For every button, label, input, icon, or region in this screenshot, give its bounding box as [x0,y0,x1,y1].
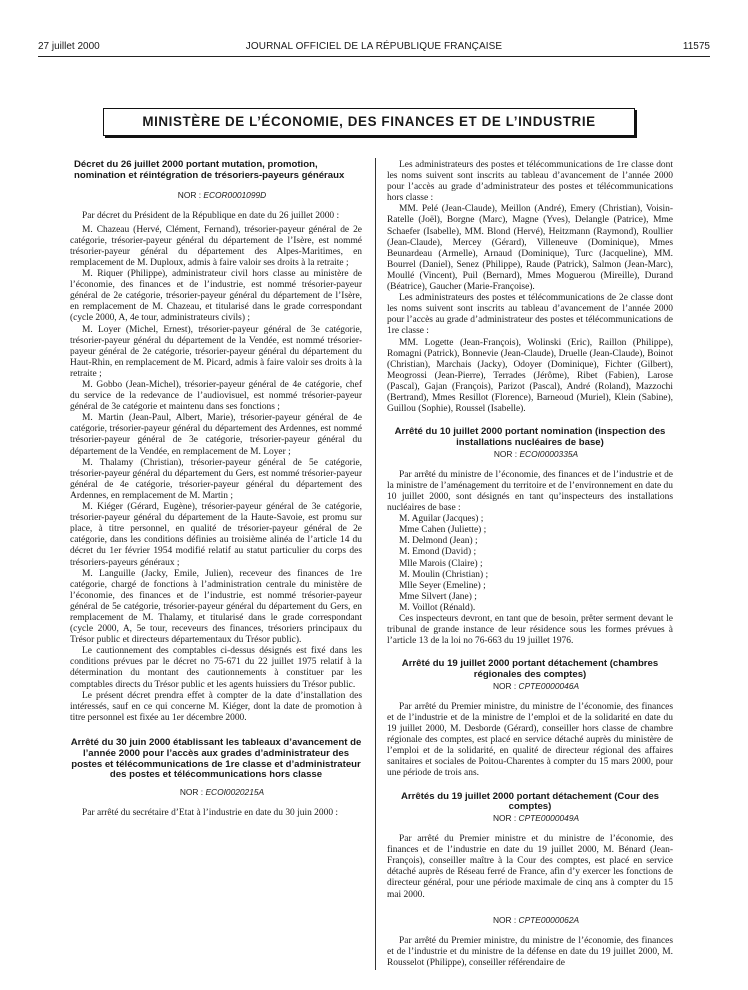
nor-label: NOR : [492,813,519,824]
list-item: M. Aguilar (Jacques) ; [399,514,484,525]
nor-code: ECOI0020215A [205,787,265,798]
nor-code: CPTE0000049A [518,813,580,824]
running-header [38,40,710,54]
paragraph: M. Kiéger (Gérard, Eugène), trésorier-payeur général de 3e catégorie, trésorier-payeur général du département de la Haute-Savoie, est promu sur place, à titre personnel, en qualité de trésorier-payeur général de 2e catégorie, dans les conditions définies au troisième alinéa de l’article 14 du décret du 1er février 1954 modifié relatif au statut particulier du corps des trésoriers-payeurs généraux ; [70,502,362,568]
list-item: M. Voillot (Rénald). [399,602,476,613]
nor-code: CPTE0000062A [518,914,580,925]
paragraph: Par décret du Président de la République en date du 26 juillet 2000 : [82,210,340,221]
paragraph: MM. Logette (Jean-François), Wolinski (Eric), Raillon (Philippe), Romagni (Patrick), Bonnevie (Jean-Claude), Druelle (Jean-Claude), Boinot (Christian), Marchais (Jacky), Odoyer (Dominique), Fichter (Gilbert), Meogrossi (Jean-Pierre), Terrades (Jérôme), Ribet (Fabien), Larose (Pascal), Gajan (François), Parizot (Pascal), André (Roland), Mazzochi (Bertrand), Mmes Resillot (Florence), Barneoud (Muriel), Klein (Sabine), Guillou (Sophie), Roussel (Isabelle). [387,337,673,415]
paragraph: Par arrêté du Premier ministre, du ministre de l’économie, des finances et de l’industrie et de la ministre de l’emploi et de la solidarité en date du 19 juillet 2000, M. Desborde (Gérard), conseiller hors classe de chambre régionale des comptes, est placé en service détaché auprès du ministère de l’emploi et de la solidarité, en qualité de directeur régional des affaires sanitaires et sociales de Poitou-Charentes à compter du 15 mars 2000, pour une période de trois ans. [387,701,673,779]
paragraph: Les administrateurs des postes et télécommunications de 1re classe dont les noms suivent sont inscrits au tableau d’avancement de l’année 2000 pour l’accès au grade d’administrateur des postes et télécommunications hors classe : [387,160,673,204]
paragraph: M. Riquer (Philippe), administrateur civil hors classe au ministère de l’économie, des finances et de l’industrie, est nommé trésorier-payeur général de 2e catégorie, trésorier-payeur général du département de l’Isère, en remplacement de M. Chazeau, et titularisé dans le grade correspondant (cycle 2000, A, 4e tour, administrateurs civils) ; [70,269,362,324]
paragraph: Par arrêté du Premier ministre, du ministre de l’économie, des finances et de l’industrie et du ministre de la défense en date du 19 juillet 2000, M. Rousselot (Philippe), conseiller référendaire de [387,935,673,968]
paragraph: M. Thalamy (Christian), trésorier-payeur général de 5e catégorie, trésorier-payeur général du département du Gers, est nommé trésorier-payeur général de 4e catégorie, trésorier-payeur général du département des Ardennes, en remplacement de M. Martin ; [70,457,362,501]
nor-label: NOR : [493,448,520,459]
arrete-title: Arrêté du 10 juillet 2000 portant nomination (inspection des installations nucléaires de base) [394,426,666,448]
nor-label: NOR : [492,680,519,691]
arrete-title: Arrêté du 19 juillet 2000 portant détachement (chambres régionales des comptes) [401,658,659,681]
journal-title: JOURNAL OFFICIEL DE LA RÉPUBLIQUE FRANÇAISE [245,41,503,52]
paragraph: M. Gobbo (Jean-Michel), trésorier-payeur général de 4e catégorie, chef du service de la redevance de l’audiovisuel, est nommé trésorier-payeur général de 3e catégorie et maintenu dans ses fonctions ; [70,380,362,413]
column-divider [375,158,376,970]
paragraph: M. Martin (Jean-Paul, Albert, Marie), trésorier-payeur général de 4e catégorie, trésorier-payeur général du département des Ardennes, est nommé trésorier-payeur général de 3e catégorie, trésorier-payeur général du département de la Vendée, en remplacement de M. Loyer ; [70,413,362,457]
paragraph: Par arrêté du ministre de l’économie, des finances et de l’industrie et de la ministre de l’aménagement du territoire et de l’environnement en date du 10 juillet 2000, sont désignés en tant qu’inspecteurs des installations nucléaires de base : [387,469,673,514]
arrete-title: Arrêté du 30 juin 2000 établissant les tableaux d’avancement de l’année 2000 pour l’accès aux grades d’administrateur des postes et télécommunications de 1re classe et d’administrateur des postes et télécommunications hors classe [70,736,362,781]
nor-label: NOR : [179,787,206,798]
header-date: 27 juillet 2000 [38,41,100,52]
list-item: M. Delmond (Jean) ; [399,536,478,547]
nor-line [387,813,673,824]
nor-line [387,915,673,926]
paragraph: Les administrateurs des postes et télécommunications de 2e classe dont les noms suivent sont inscrits au tableau d’avancement de l’année 2000 pour l’accès au grade d’administrateur des postes et télécommunications de 1re classe : [387,293,673,337]
paragraph: Le présent décret prendra effet à compter de la date d’installation des intéressés, sauf en ce qui concerne M. Kiéger, dont la date de promotion à titre personnel est fixée au 1er décembre 2000. [70,690,362,723]
list-item: Mme Silvert (Jane) ; [399,591,477,602]
list-item: M. Moulin (Christian) ; [399,569,489,580]
nor-line [387,681,673,692]
nor-label: NOR : [177,189,204,200]
nor-line [70,190,362,201]
paragraph: Par arrêté du Premier ministre et du ministre de l’économie, des finances et de l’industrie en date du 19 juillet 2000, M. Bénard (Jean-François), conseiller maître à la Cour des comptes, est placé en service détaché auprès de Réseau ferré de France, afin d’y exercer les fonctions de directeur général, pour une période maximale de cinq ans à compter du 15 mai 2000. [387,834,673,900]
decret-title: Décret du 26 juillet 2000 portant mutation, promotion, nomination et réintégration de trésoriers-payeurs généraux [74,159,345,181]
nor-line [387,449,673,460]
nor-code: ECOI0000335A [519,448,579,459]
page-number: 11575 [682,41,710,52]
list-item: Mme Cahen (Juliette) ; [399,525,487,536]
list-item: M. Emond (David) ; [399,547,477,558]
arrete-title: Arrêtés du 19 juillet 2000 portant détachement (Cour des comptes) [400,790,660,813]
header-rule [38,56,710,57]
paragraph: Par arrêté du secrétaire d’Etat à l’industrie en date du 30 juin 2000 : [82,808,339,819]
paragraph: M. Loyer (Michel, Ernest), trésorier-payeur général de 3e catégorie, trésorier-payeur général du département de la Vendée, est nommé trésorier-payeur général de 2e catégorie, trésorier-payeur général du département du Haut-Rhin, en remplacement de M. Picard, admis à faire valoir ses droits à la retraite ; [70,324,362,379]
paragraph: M. Chazeau (Hervé, Clément, Fernand), trésorier-payeur général de 2e catégorie, trésorier-payeur général du département de l’Isère, est nommé trésorier-payeur général du département des Alpes-Maritimes, en remplacement de M. Duploux, admis à faire valoir ses droits à la retraite ; [70,224,362,268]
ministry-title: MINISTÈRE DE L’ÉCONOMIE, DES FINANCES ET DE L’INDUSTRIE [103,108,635,136]
paragraph: MM. Pelé (Jean-Claude), Meillon (André), Emery (Christian), Voisin-Ratelle (Joël), Borgne (Marc), Magne (Yves), Delangle (Patrice), Mme Schaefer (Isabelle), MM. Blond (Hervé), Heitzmann (Raymond), Roullier (Jean-Claude), Mercey (Gérard), Villeneuve (Dominique), Mmes Beunardeau (Armelle), Arnaud (Dominique), Turc (Jacqueline), MM. Bourrel (Daniel), Senez (Philippe), Raude (Patrick), Salmon (Jean-Marc), Moullé (Vincent), Puil (Bernard), Mmes Moguerou (Mireille), Durand (Béatrice), Gaucher (Marie-Françoise). [387,204,673,293]
paragraph: Le cautionnement des comptables ci-dessus désignés est fixé dans les conditions prévues par le décret no 75-671 du 22 juillet 1975 relatif à la détermination du montant des cautionnements à constituer par les comptables directs du Trésor public et les agents huissiers du Trésor public. [70,646,362,690]
list-item: Mlle Marois (Claire) ; [399,558,483,569]
list-item: Mlle Seyer (Emeline) ; [399,580,486,591]
paragraph: Ces inspecteurs devront, en tant que de besoin, prêter serment devant le tribunal de grande instance de leur résidence sous les formes prévues à l’article 13 de la loi no 76-663 du 19 juillet 1976. [387,613,673,647]
nor-code: ECOR0001099D [203,189,267,200]
right-column [387,160,673,969]
paragraph: M. Languille (Jacky, Emile, Julien), receveur des finances de 1re catégorie, chargé de fonctions à l’administration centrale du ministère de l’économie, des finances et de l’industrie, est nommé trésorier-payeur général de 5e catégorie, trésorier-payeur général du département du Gers, en remplacement de M. Thalamy, et titularisé dans le grade correspondant (cycle 2000, A, 5e tour, receveurs des finances, trésoriers principaux du Trésor public et directeurs départementaux du Trésor public). [70,568,362,646]
left-column [70,160,362,819]
nor-label: NOR : [492,914,519,925]
nor-code: CPTE0000046A [518,680,580,691]
nor-line [70,787,362,798]
